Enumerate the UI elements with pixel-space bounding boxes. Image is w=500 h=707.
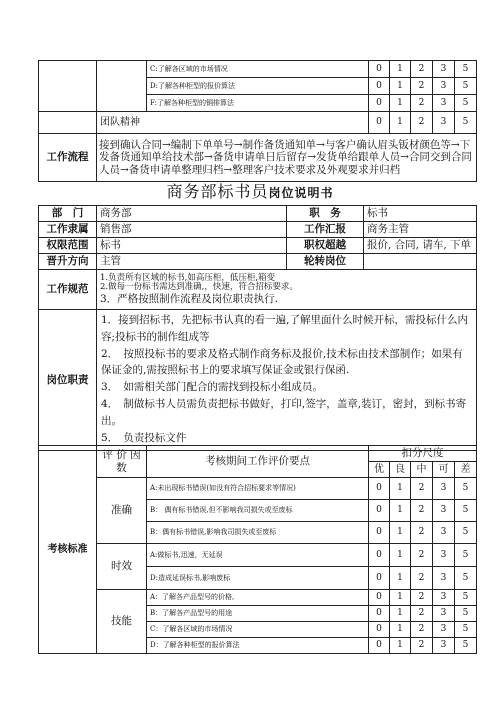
factor-header: 评 价 因 数 — [97, 446, 147, 478]
norms-line-1: 1.负责所有区域的标书,如高压柜，低压柜,箱变 — [100, 272, 276, 283]
norms-line-2: 2.做每一份标书需达到准确,，快速，符合招标要求。 — [100, 282, 298, 293]
title-main: 商务部标书员 — [166, 182, 269, 201]
table-row: 准确 A:未出现标书错误(如没有符合招标要求等情况) 0 1 2 3 5 — [39, 478, 477, 500]
table-row: 时效 A:做标书,迅速，无延误 0 1 2 3 5 — [39, 544, 477, 567]
workflow-line-3: 人员→备货申请单整理归档→整理客户技术要求及外观要求并归档 — [99, 163, 401, 176]
scale-row: 优 良 中 可 差 — [39, 462, 477, 478]
title-sub: 岗位说明书 — [268, 186, 334, 200]
duty-1: 1．接到招标书，先把标书认真的看一遍,了解里面什么时候开标，需投标什么内容;投标书的制作组成等 — [101, 314, 469, 343]
rotate-value — [364, 254, 477, 270]
scope-value: 标书 — [97, 238, 287, 254]
table-row: D:造成延误标书,影响废标 0 1 2 3 5 — [39, 567, 477, 590]
criterion-text: D:了解各种柜型的报价算法 — [147, 78, 369, 95]
scale-header: 扣分尺度 — [369, 446, 477, 462]
table-row: 技能 A：了解各产品型号的价格, 0 1 2 3 5 — [39, 590, 477, 606]
report-label: 工作汇报 — [287, 222, 364, 238]
top-assessment-table — [38, 60, 477, 182]
report-value: 商务主管 — [364, 222, 477, 238]
promo-value: 主管 — [97, 254, 287, 270]
team-spirit-row: 团队精神 0 1 2 3 5 — [39, 112, 477, 134]
factor-accuracy: 准确 — [97, 478, 147, 544]
top-row-c: C:了解各区域的市场情况 0 1 2 3 5 — [39, 61, 477, 78]
workflow-label: 工作流程 — [39, 134, 97, 182]
dept-value: 商务部 — [97, 206, 287, 222]
workflow-line-2: 发备货通知单给技术部→备货申请单日后留存→发货单给跟单人员→合同交到合同 — [99, 151, 472, 164]
table-row: D：了解各种柜型的报价算法 0 1 2 3 5 — [39, 638, 477, 654]
over-label: 职权超越 — [287, 238, 364, 254]
belong-label: 工作隶属 — [39, 222, 97, 238]
promo-label: 晋升方向 — [39, 254, 97, 270]
post-value: 标书 — [364, 206, 477, 222]
post-label: 职 务 — [287, 206, 364, 222]
workflow-line-1: 接到确认合同→编制下单单号→制作备货通知单→与客户确认眉头钣材颜色等→下 — [99, 139, 471, 152]
dept-label: 部 门 — [39, 206, 97, 222]
scope-label: 权限范围 — [39, 238, 97, 254]
factor-timeliness: 时效 — [97, 544, 147, 590]
norms-line-3: 3．严格按照制作流程及岗位职责执行. — [100, 293, 279, 306]
assess-label: 考核标准 — [39, 446, 97, 654]
rotate-label: 轮转岗位 — [287, 254, 364, 270]
duty-5: 5． 负责投标文件 — [101, 431, 187, 444]
norms-label: 工作规范 — [39, 270, 97, 310]
job-info-table — [38, 205, 477, 451]
duty-3: 3． 如需相关部门配合的需找到投标小组成员。 — [101, 381, 323, 394]
workflow-row — [39, 134, 477, 182]
criterion-text: C:了解各区域的市场情况 — [147, 61, 369, 78]
top-row-f: F:了解各种柜型的铜排算法 0 1 2 3 5 — [39, 95, 477, 112]
table-row: B：偶有标书错误,影响我司损失或至废标 0 1 2 3 5 — [39, 522, 477, 544]
duty-2: 2． 按照投标书的要求及格式制作商务标及报价,技术标由技术部制作；如果有保证金的,需按照标书上的要求填写保证金或银行保函. — [101, 347, 463, 377]
belong-value: 销售部 — [97, 222, 287, 238]
duties-row — [39, 310, 477, 451]
duties-label: 岗位职责 — [39, 310, 97, 451]
table-row: B：了解各产品型号的用途 0 1 2 3 5 — [39, 606, 477, 622]
table-row: C：了解各区域的市场情况 0 1 2 3 5 — [39, 622, 477, 638]
criterion-text: F:了解各种柜型的铜排算法 — [147, 95, 369, 112]
norms-row — [39, 270, 477, 310]
items-header: 考核期间工作评价要点 — [147, 446, 369, 478]
over-value: 报价, 合同, 请车, 下单 — [364, 238, 477, 254]
duty-4: 4． 制做标书人员需负责把标书做好，打印,签字，盖章,装订，密封，到标书寄出。 — [101, 397, 467, 427]
document-title — [0, 179, 500, 202]
factor-skill: 技能 — [97, 590, 147, 654]
assessment-table — [38, 445, 477, 654]
team-spirit-label: 团队精神 — [97, 112, 369, 134]
top-row-d: D:了解各种柜型的报价算法 0 1 2 3 5 — [39, 78, 477, 95]
table-row: B： 偶有标书错误,但不影响我司损失或至废标 0 1 2 3 5 — [39, 500, 477, 522]
